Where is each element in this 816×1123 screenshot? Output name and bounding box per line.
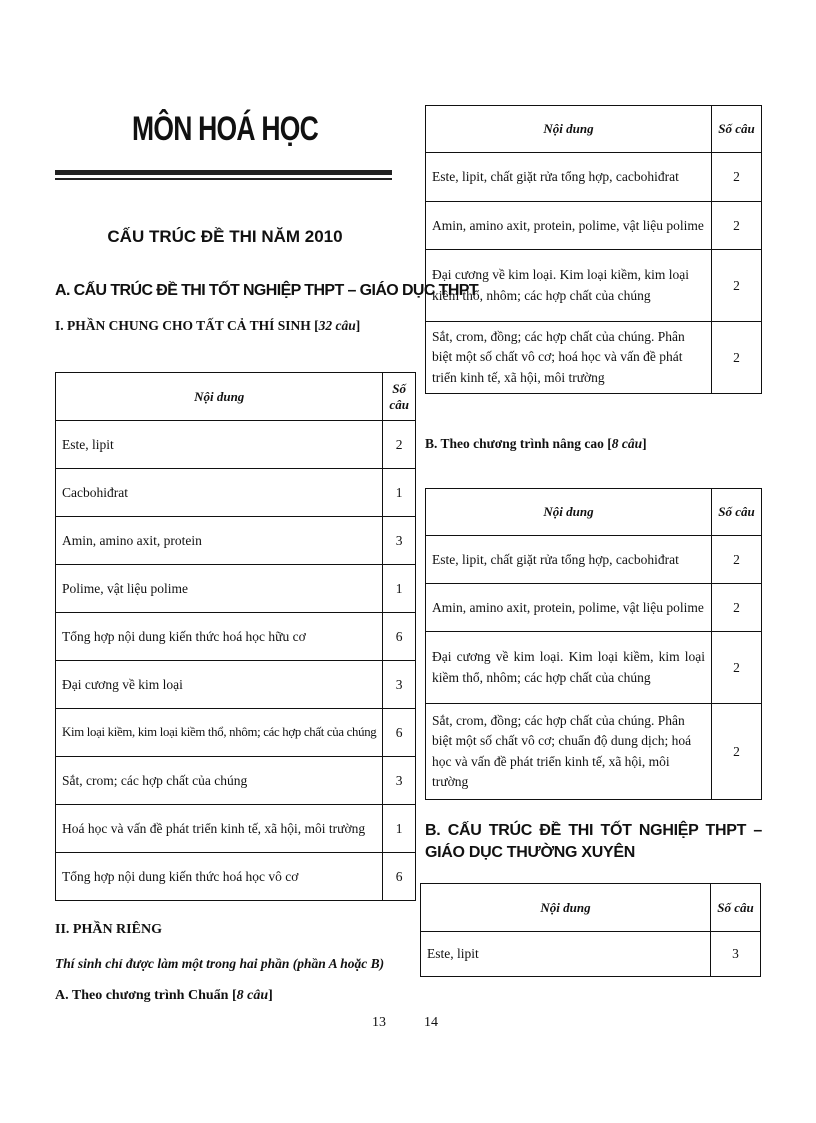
row-content: Cacbohiđrat [56, 469, 383, 517]
row-content: Este, lipit, chất giặt rửa tổng hợp, cacbohiđrat [426, 536, 712, 584]
program-a-close: ] [268, 988, 273, 1003]
part1-label: I. PHẦN CHUNG CHO TẤT CẢ THÍ SINH [ [55, 318, 319, 333]
program-a-heading [55, 988, 273, 1004]
program-b-heading [425, 436, 647, 452]
part1-close: ] [355, 318, 361, 333]
table-row [426, 584, 762, 632]
row-count: 3 [383, 661, 416, 709]
row-count: 2 [712, 704, 762, 800]
row-content: Sắt, crom; các hợp chất của chúng [56, 757, 383, 805]
table-header-row [56, 373, 416, 421]
row-count: 6 [383, 853, 416, 901]
program-b-label: B. Theo chương trình nâng cao [ [425, 436, 612, 451]
table-row [56, 757, 416, 805]
table-row [56, 565, 416, 613]
row-content: Sắt, crom, đồng; các hợp chất của chúng. Phân biệt một số chất vô cơ; hoá học và vấn đề phát triển kinh tế, xã hội, môi trường [426, 322, 712, 394]
row-count: 3 [383, 757, 416, 805]
row-count: 6 [383, 709, 416, 757]
header-count: Số câu [712, 489, 762, 536]
table-header-row [426, 489, 762, 536]
subject-title: MÔN HOÁ HỌC [132, 110, 318, 148]
program-b-count: 8 câu [611, 436, 643, 451]
row-count: 3 [711, 932, 761, 977]
section-a-title: A. CẤU TRÚC ĐỀ THI TỐT NGHIỆP THPT – GIÁO DỤC THPT [55, 282, 479, 299]
row-count: 6 [383, 613, 416, 661]
row-content: Este, lipit [421, 932, 711, 977]
row-content: Đại cương về kim loại. Kim loại kiềm, kim loại kiềm thổ, nhôm; các hợp chất của chúng [426, 632, 712, 704]
row-count: 1 [383, 565, 416, 613]
program-a-count: 8 câu [236, 988, 269, 1003]
row-count: 1 [383, 469, 416, 517]
table-row [426, 536, 762, 584]
table-header-row [421, 884, 761, 932]
row-content: Amin, amino axit, protein, polime, vật liệu polime [426, 584, 712, 632]
table-row [426, 322, 762, 394]
header-count: Số câu [383, 373, 416, 421]
row-content: Tổng hợp nội dung kiến thức hoá học hữu cơ [56, 613, 383, 661]
row-count: 3 [383, 517, 416, 565]
row-count: 2 [712, 536, 762, 584]
common-part-table [55, 372, 416, 901]
row-content: Kim loại kiềm, kim loại kiềm thổ, nhôm; các hợp chất của chúng [56, 709, 383, 757]
row-content: Este, lipit, chất giặt rửa tổng hợp, cacbohiđrat [426, 153, 712, 202]
table-row [426, 250, 762, 322]
title-rule-thin [55, 178, 392, 180]
row-content: Sắt, crom, đồng; các hợp chất của chúng. Phân biệt một số chất vô cơ; chuẩn độ dung dịch; hoá học và vấn đề phát triển kinh tế, xã hội, môi trường [426, 704, 712, 800]
header-content: Nội dung [426, 106, 712, 153]
part2-note: Thí sinh chỉ được làm một trong hai phần (phần A hoặc B) [55, 956, 385, 971]
row-content: Polime, vật liệu polime [56, 565, 383, 613]
row-content: Tổng hợp nội dung kiến thức hoá học vô cơ [56, 853, 383, 901]
header-content: Nội dung [426, 489, 712, 536]
row-content: Este, lipit [56, 421, 383, 469]
title-rule-thick [55, 170, 392, 175]
table-row [426, 704, 762, 800]
page-number-right: 14 [424, 1015, 438, 1030]
row-content: Amin, amino axit, protein, polime, vật liệu polime [426, 202, 712, 250]
advanced-program-table [425, 488, 762, 800]
row-content: Hoá học và vấn đề phát triển kinh tế, xã hội, môi trường [56, 805, 383, 853]
continuing-education-table [420, 883, 761, 977]
row-count: 2 [712, 202, 762, 250]
exam-title: CẤU TRÚC ĐỀ THI NĂM 2010 [107, 227, 343, 246]
row-content: Amin, amino axit, protein [56, 517, 383, 565]
header-count: Số câu [711, 884, 761, 932]
row-count: 2 [712, 153, 762, 202]
row-count: 1 [383, 805, 416, 853]
part1-count: 32 câu [318, 318, 356, 333]
program-b-close: ] [642, 436, 647, 451]
header-content: Nội dung [421, 884, 711, 932]
table-row [56, 805, 416, 853]
part2-heading: II. PHẦN RIÊNG [55, 922, 162, 937]
header-count: Số câu [712, 106, 762, 153]
standard-program-table [425, 105, 762, 394]
header-content: Nội dung [56, 373, 383, 421]
table-row [426, 202, 762, 250]
table-row [56, 709, 416, 757]
part1-heading [55, 318, 360, 334]
row-count: 2 [712, 632, 762, 704]
row-count: 2 [712, 250, 762, 322]
table-row [56, 469, 416, 517]
row-content: Đại cương về kim loại [56, 661, 383, 709]
table-row [426, 632, 762, 704]
table-row [421, 932, 761, 977]
section-b-title: B. CẤU TRÚC ĐỀ THI TỐT NGHIỆP THPT – GIÁO DỤC THƯỜNG XUYÊN [425, 822, 762, 862]
table-row [56, 421, 416, 469]
row-count: 2 [712, 584, 762, 632]
program-a-label: A. Theo chương trình Chuẩn [ [55, 988, 237, 1003]
row-count: 2 [712, 322, 762, 394]
table-header-row [426, 106, 762, 153]
row-content: Đại cương về kim loại. Kim loại kiềm, kim loại kiềm thổ, nhôm; các hợp chất của chúng [426, 250, 712, 322]
table-row [56, 661, 416, 709]
page-number-left: 13 [372, 1015, 386, 1030]
table-row [56, 613, 416, 661]
table-row [426, 153, 762, 202]
row-count: 2 [383, 421, 416, 469]
table-row [56, 517, 416, 565]
table-row [56, 853, 416, 901]
